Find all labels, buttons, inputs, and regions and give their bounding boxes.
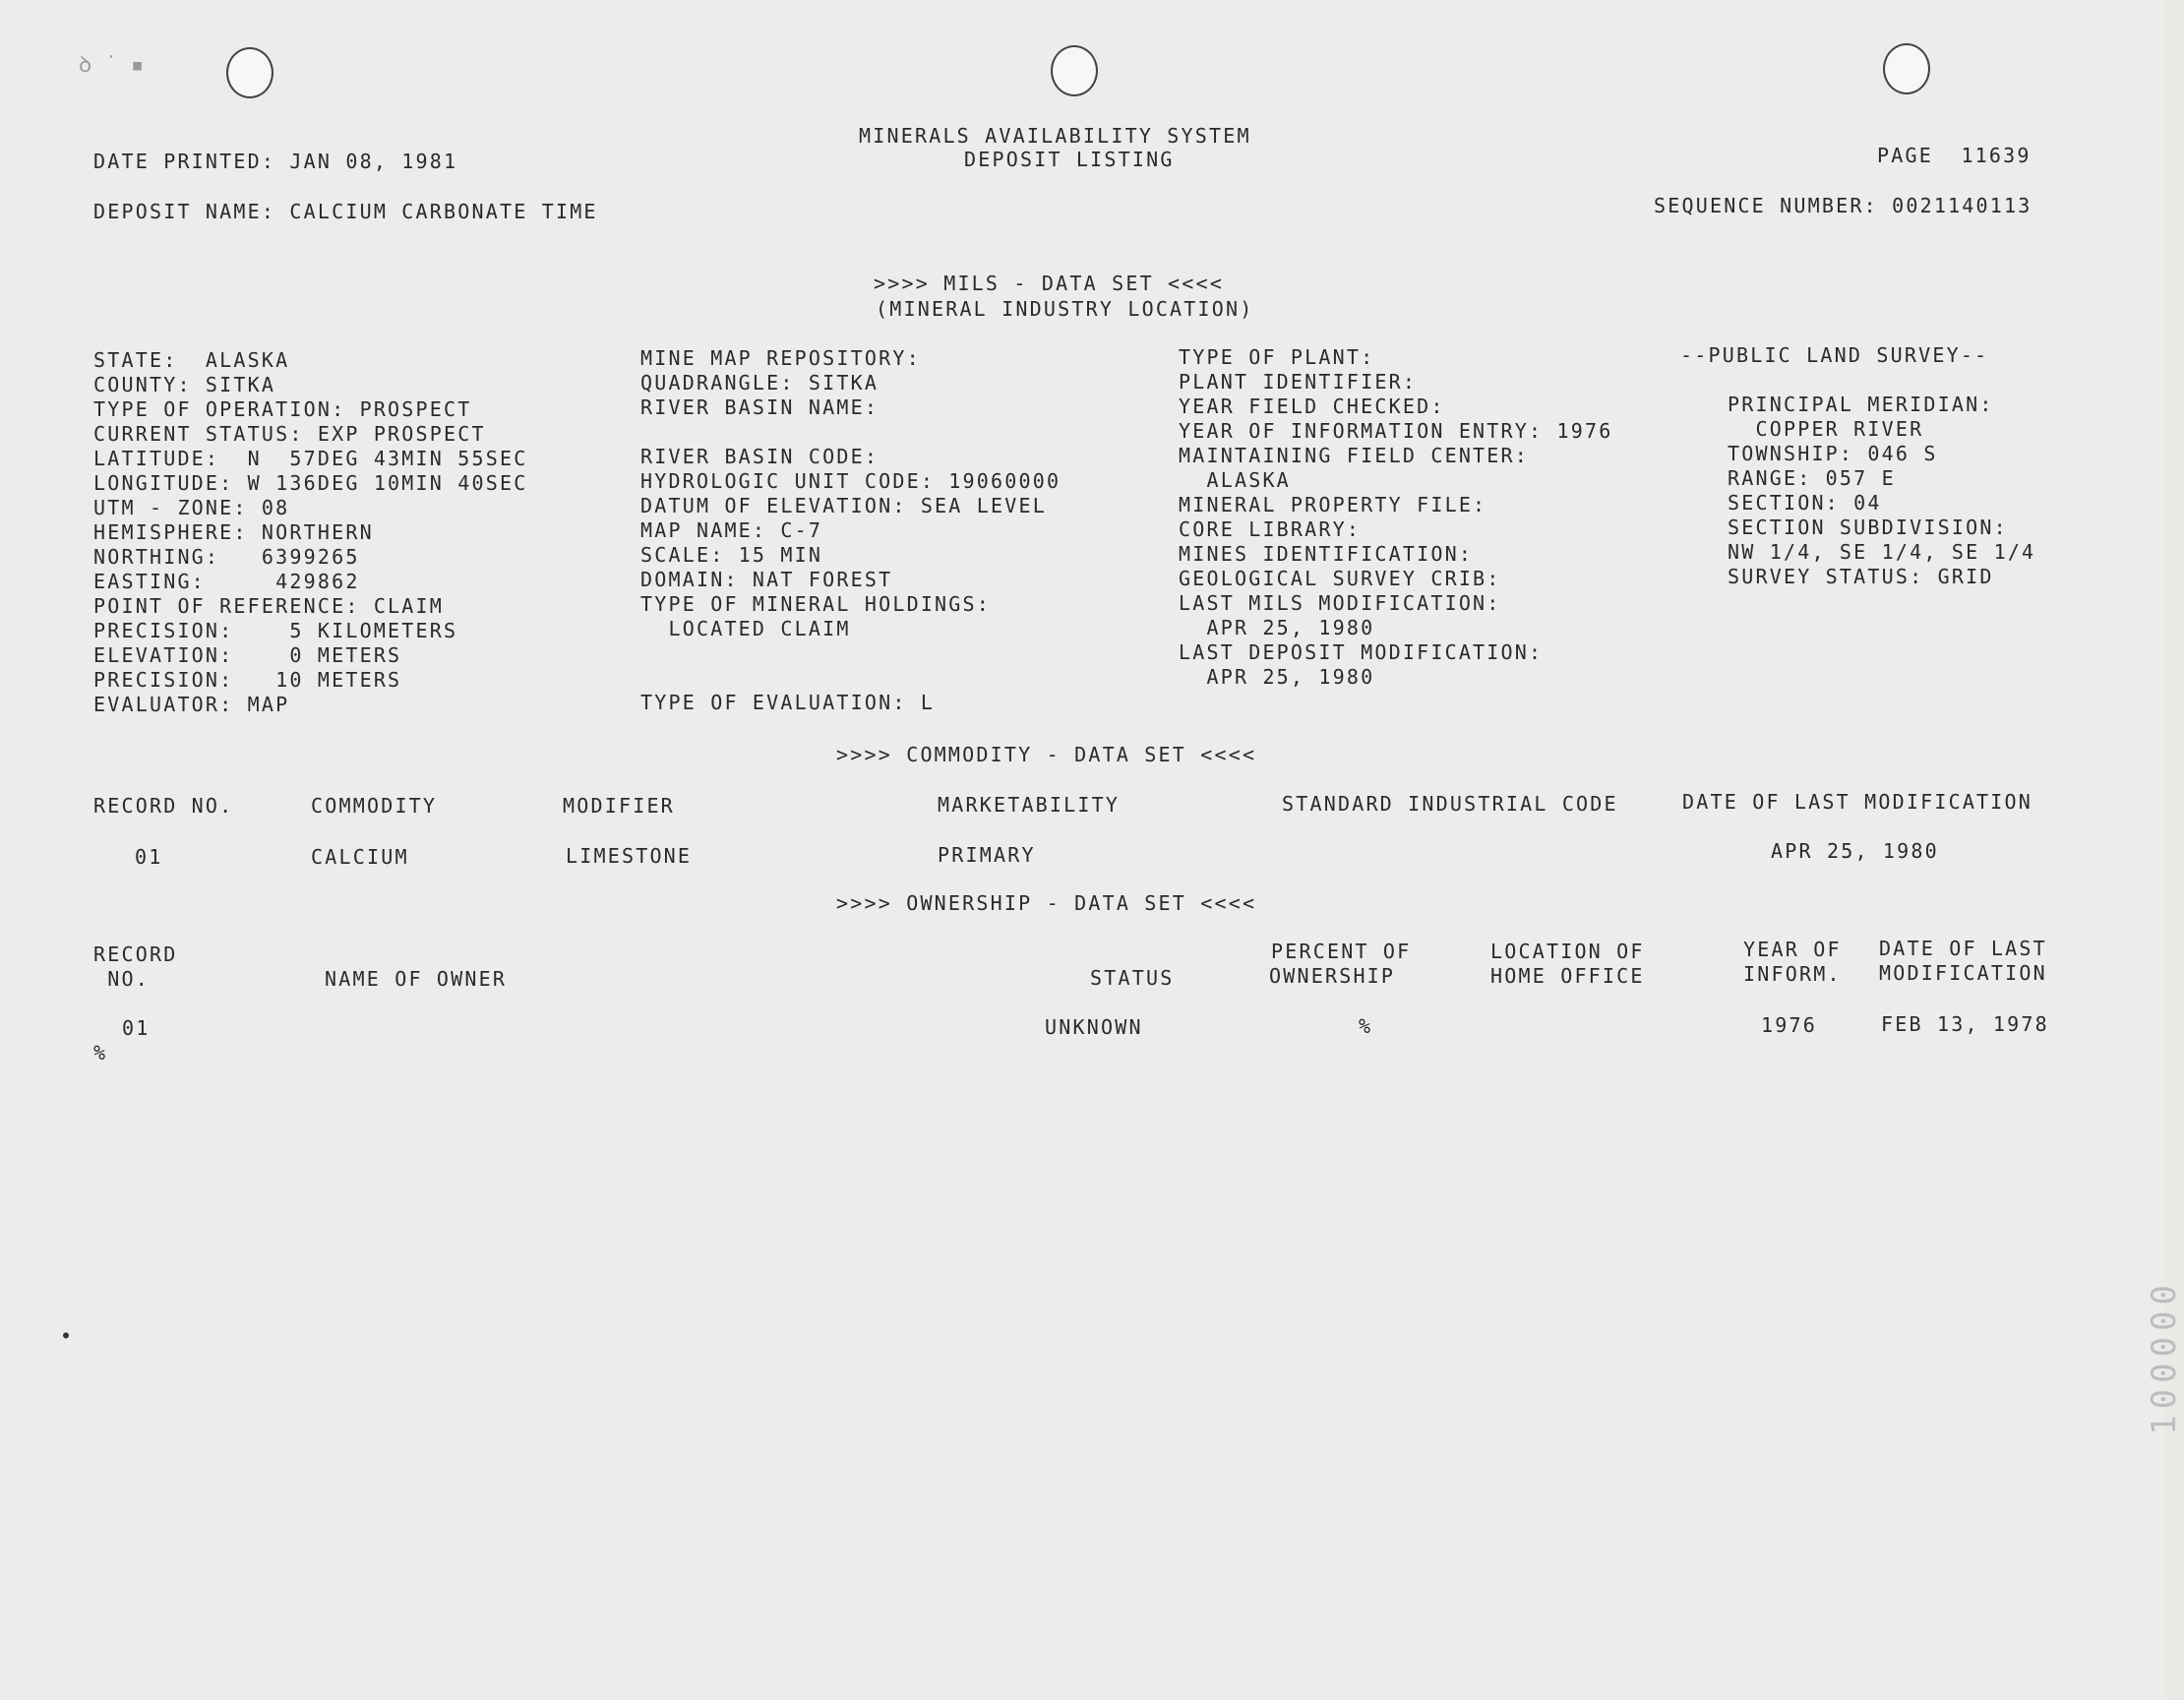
ownership-header-record: RECORD — [93, 942, 178, 966]
ownership-section-title: >>>> OWNERSHIP - DATA SET <<<< — [836, 891, 1257, 915]
binder-hole-right — [1883, 43, 1930, 94]
dot-mark: ● — [63, 1330, 70, 1341]
mils-field: MAINTAINING FIELD CENTER: — [1179, 444, 1530, 467]
ownership-row-date: FEB 13, 1978 — [1881, 1012, 2049, 1036]
mils-field: EVALUATOR: MAP — [93, 693, 290, 716]
mils-field: DATUM OF ELEVATION: SEA LEVEL — [640, 494, 1047, 517]
deposit-name: DEPOSIT NAME: CALCIUM CARBONATE TIME — [93, 200, 598, 223]
survey-field: COPPER RIVER — [1728, 417, 1924, 441]
side-stamp-number: 100000 — [2145, 1279, 2184, 1435]
commodity-row-marketability: PRIMARY — [938, 843, 1036, 867]
commodity-header-marketability: MARKETABILITY — [938, 793, 1121, 817]
mils-field: LOCATED CLAIM — [640, 617, 851, 640]
mils-field: HEMISPHERE: NORTHERN — [93, 520, 374, 544]
ownership-row-percent: % — [1359, 1014, 1373, 1038]
survey-field: SECTION: 04 — [1728, 491, 1882, 515]
mils-field: LONGITUDE: W 136DEG 10MIN 40SEC — [93, 471, 528, 495]
survey-field: PRINCIPAL MERIDIAN: — [1728, 393, 1994, 416]
commodity-header-sic: STANDARD INDUSTRIAL CODE — [1282, 792, 1618, 816]
mils-field: PRECISION: 5 KILOMETERS — [93, 619, 458, 642]
survey-field: RANGE: 057 E — [1728, 466, 1896, 490]
mils-field — [640, 420, 1061, 445]
commodity-row-modifier: LIMESTONE — [566, 844, 693, 868]
commodity-row-record: 01 — [135, 845, 163, 869]
binder-hole-left — [226, 47, 273, 98]
commodity-header-record: RECORD NO. — [93, 794, 234, 818]
mils-field: APR 25, 1980 — [1179, 665, 1375, 689]
public-land-survey-column — [1680, 343, 2035, 589]
mils-field: CORE LIBRARY: — [1179, 517, 1362, 541]
mils-field: GEOLOGICAL SURVEY CRIB: — [1179, 567, 1501, 590]
ownership-header-percent: OWNERSHIP — [1269, 964, 1396, 988]
ownership-row-year: 1976 — [1761, 1013, 1817, 1037]
mils-field: HYDROLOGIC UNIT CODE: 19060000 — [640, 469, 1062, 493]
ownership-header-location: HOME OFFICE — [1490, 964, 1645, 988]
mils-field: YEAR FIELD CHECKED: — [1179, 395, 1445, 418]
mils-field: EASTING: 429862 — [93, 570, 360, 593]
ownership-header-year: YEAR OF — [1743, 938, 1842, 961]
commodity-header-commodity: COMMODITY — [311, 794, 438, 818]
mils-field: DOMAIN: NAT FOREST — [640, 568, 893, 591]
mils-field: PLANT IDENTIFIER: — [1179, 370, 1418, 394]
survey-field: SECTION SUBDIVISION: — [1728, 516, 2008, 539]
mils-field: ELEVATION: 0 METERS — [93, 643, 402, 667]
ownership-header-date: MODIFICATION — [1879, 961, 2047, 985]
mils-field: MINE MAP REPOSITORY: — [640, 346, 921, 370]
mils-section-title: >>>> MILS - DATA SET <<<< — [874, 272, 1225, 295]
commodity-row-date: APR 25, 1980 — [1771, 839, 1939, 863]
ownership-header-record: NO. — [93, 967, 150, 991]
mils-field: LAST DEPOSIT MODIFICATION: — [1179, 640, 1544, 664]
deposit-listing-title: DEPOSIT LISTING — [964, 148, 1175, 171]
mils-field: STATE: ALASKA — [93, 348, 290, 372]
mils-field: RIVER BASIN CODE: — [640, 445, 880, 468]
handwritten-mark: ꝺ ˙ ▪ — [79, 53, 145, 78]
mils-map-column — [640, 346, 1061, 715]
ownership-header-date: DATE OF LAST — [1879, 937, 2047, 960]
mils-field: YEAR OF INFORMATION ENTRY: 1976 — [1179, 419, 1613, 443]
mils-field: MINES IDENTIFICATION: — [1179, 542, 1474, 566]
ownership-row-status: UNKNOWN — [1045, 1015, 1143, 1039]
mils-field: TYPE OF PLANT: — [1179, 345, 1375, 369]
mils-field: TYPE OF MINERAL HOLDINGS: — [640, 592, 992, 616]
page-number: PAGE 11639 — [1877, 144, 2032, 167]
mils-location-column — [93, 348, 527, 717]
ownership-header-percent: PERCENT OF — [1271, 940, 1412, 963]
mils-field: TYPE OF OPERATION: PROSPECT — [93, 397, 472, 421]
mils-field: QUADRANGLE: SITKA — [640, 371, 880, 395]
ownership-header-year: INFORM. — [1743, 962, 1842, 986]
commodity-header-date: DATE OF LAST MODIFICATION — [1682, 790, 2033, 814]
date-printed: DATE PRINTED: JAN 08, 1981 — [93, 150, 458, 173]
survey-field: TOWNSHIP: 046 S — [1728, 442, 1938, 465]
sequence-number: SEQUENCE NUMBER: 0021140113 — [1654, 194, 2032, 217]
mils-field: NORTHING: 6399265 — [93, 545, 360, 569]
mils-field: ALASKA — [1179, 468, 1291, 492]
system-title: MINERALS AVAILABILITY SYSTEM — [859, 124, 1251, 148]
mils-field: MAP NAME: C-7 — [640, 518, 823, 542]
mils-field: PRECISION: 10 METERS — [93, 668, 402, 692]
mils-field: TYPE OF EVALUATION: L — [640, 691, 936, 714]
mils-field: POINT OF REFERENCE: CLAIM — [93, 594, 445, 618]
ownership-header-name: NAME OF OWNER — [325, 967, 508, 991]
mils-field: APR 25, 1980 — [1179, 616, 1375, 639]
ownership-header-location: LOCATION OF — [1490, 940, 1645, 963]
mils-field: RIVER BASIN NAME: — [640, 395, 880, 419]
ownership-header-status: STATUS — [1090, 966, 1175, 990]
end-of-record-mark: % — [93, 1041, 108, 1064]
mils-field: LAST MILS MODIFICATION: — [1179, 591, 1501, 615]
ownership-row-record: 01 — [122, 1016, 151, 1040]
binder-hole-center — [1051, 45, 1098, 96]
mils-field: COUNTY: SITKA — [93, 373, 276, 396]
mils-plant-column — [1179, 345, 1612, 690]
mils-field: MINERAL PROPERTY FILE: — [1179, 493, 1487, 516]
mils-field: CURRENT STATUS: EXP PROSPECT — [93, 422, 486, 446]
mils-field: LATITUDE: N 57DEG 43MIN 55SEC — [93, 447, 528, 470]
survey-field: NW 1/4, SE 1/4, SE 1/4 — [1728, 540, 2036, 564]
survey-field — [1680, 368, 2035, 393]
mils-field — [640, 666, 1061, 691]
mils-field: UTM - ZONE: 08 — [93, 496, 290, 519]
mils-field — [640, 641, 1061, 666]
mils-field: SCALE: 15 MIN — [640, 543, 823, 567]
commodity-header-modifier: MODIFIER — [563, 794, 675, 818]
survey-field: SURVEY STATUS: GRID — [1728, 565, 1994, 588]
survey-field: --PUBLIC LAND SURVEY-- — [1680, 343, 1989, 367]
commodity-section-title: >>>> COMMODITY - DATA SET <<<< — [836, 743, 1257, 766]
commodity-row-commodity: CALCIUM — [311, 845, 409, 869]
mils-section-subtitle: (MINERAL INDUSTRY LOCATION) — [876, 297, 1254, 321]
